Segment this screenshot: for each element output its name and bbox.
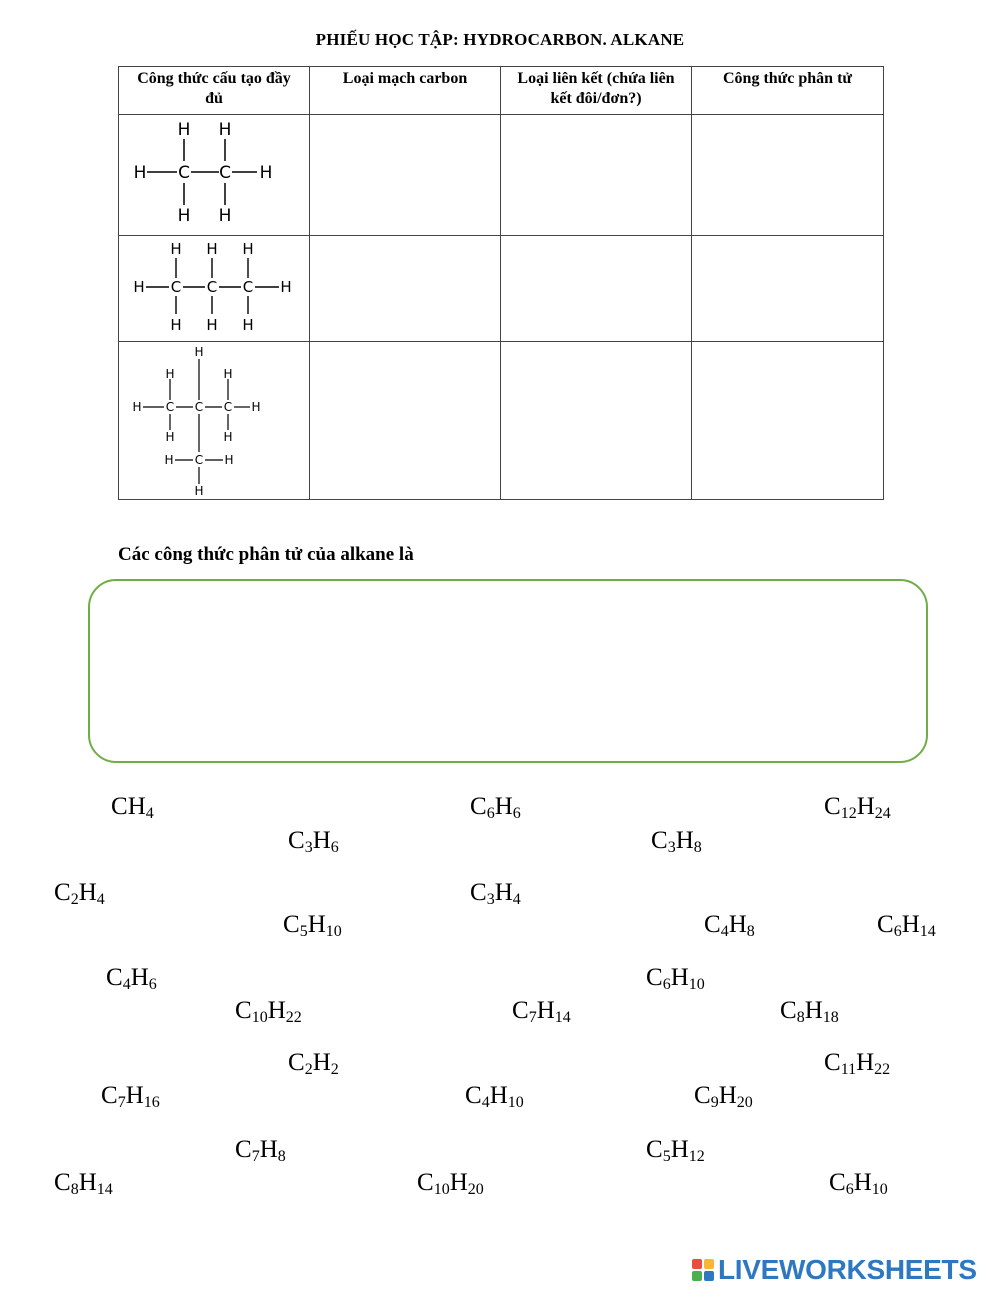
formula-carbon-symbol: C (824, 793, 841, 820)
answer-cell-bond-type[interactable] (501, 342, 692, 500)
formula-carbon-symbol: C (283, 911, 300, 938)
structure-cell-ethane (119, 115, 310, 236)
atom-h: H (242, 240, 254, 258)
formula-hydrogen-count: 8 (693, 839, 702, 856)
formula-hydrogen-symbol: H (267, 997, 286, 1024)
table-row (119, 236, 884, 342)
formula-carbon-count: 4 (720, 923, 729, 940)
atom-h: H (251, 400, 261, 414)
atom-h: H (164, 453, 174, 467)
formula-carbon-symbol: C (470, 879, 487, 906)
formula-option[interactable] (470, 793, 521, 821)
formula-hydrogen-symbol: H (670, 1136, 689, 1163)
formula-option[interactable] (288, 1049, 339, 1077)
atom-c: C (206, 278, 218, 296)
answer-cell-carbon-chain[interactable] (310, 115, 501, 236)
formula-carbon-symbol: C (694, 1082, 711, 1109)
formula-carbon-count: 3 (667, 839, 676, 856)
formula-hydrogen-count: 10 (688, 976, 705, 993)
atom-h: H (165, 367, 175, 381)
formula-carbon-symbol: C (106, 964, 123, 991)
formula-carbon-count: 8 (796, 1009, 805, 1026)
formula-carbon-count: 8 (70, 1181, 79, 1198)
formula-option[interactable] (470, 879, 521, 907)
formula-carbon-count: 4 (481, 1094, 490, 1111)
formula-option[interactable] (512, 997, 571, 1025)
formula-hydrogen-symbol: H (536, 997, 555, 1024)
logo-square-red (692, 1259, 702, 1269)
formula-hydrogen-symbol: H (494, 879, 513, 906)
formula-hydrogen-count: 14 (919, 923, 936, 940)
formula-hydrogen-symbol: H (856, 1049, 875, 1076)
formula-carbon-count: 5 (662, 1148, 671, 1165)
ethane-structure-diagram (119, 115, 309, 235)
ethane-atoms (134, 120, 273, 226)
formula-hydrogen-count: 4 (96, 891, 105, 908)
header-structural-formula: Công thức cấu tạo đầy đủ (119, 67, 310, 115)
formula-hydrogen-symbol: H (78, 1169, 97, 1196)
formula-carbon-symbol: C (824, 1049, 841, 1076)
formula-carbon-count: 3 (486, 891, 495, 908)
table-row (119, 342, 884, 500)
liveworksheets-logo (692, 1254, 977, 1286)
formula-carbon-count: 6 (662, 976, 671, 993)
formula-option[interactable] (694, 1082, 753, 1110)
formula-hydrogen-count: 22 (874, 1061, 891, 1078)
formula-carbon-count: 3 (304, 839, 313, 856)
answer-cell-molecular-formula[interactable] (692, 342, 884, 500)
formula-carbon-symbol: C (54, 1169, 71, 1196)
answer-cell-carbon-chain[interactable] (310, 236, 501, 342)
formula-hydrogen-symbol: H (130, 964, 149, 991)
formula-carbon-count: 2 (304, 1061, 313, 1078)
formula-option[interactable] (465, 1082, 524, 1110)
formula-option[interactable] (780, 997, 839, 1025)
formula-option[interactable] (101, 1082, 160, 1110)
formula-carbon-count: 10 (433, 1181, 450, 1198)
formula-option[interactable] (829, 1169, 888, 1197)
formula-hydrogen-symbol: H (804, 997, 823, 1024)
atom-h: H (223, 430, 233, 444)
formula-carbon-symbol: C (111, 793, 128, 820)
formula-option[interactable] (646, 1136, 705, 1164)
formula-carbon-count: 6 (845, 1181, 854, 1198)
table-header-row (119, 67, 884, 115)
formula-carbon-symbol: C (235, 997, 252, 1024)
atom-h: H (133, 163, 147, 183)
formula-hydrogen-count: 4 (145, 805, 154, 822)
header-bond-type: Loại liên kết (chứa liên kết đôi/đơn?) (501, 67, 692, 115)
formula-carbon-count: 5 (299, 923, 308, 940)
logo-square-yellow (704, 1259, 714, 1269)
formula-option[interactable] (106, 964, 157, 992)
answer-cell-bond-type[interactable] (501, 236, 692, 342)
formula-carbon-count: 6 (893, 923, 902, 940)
formula-hydrogen-symbol: H (78, 879, 97, 906)
formula-option[interactable] (235, 997, 302, 1025)
isobutane-atoms (132, 345, 260, 498)
formula-option[interactable] (651, 827, 702, 855)
formula-hydrogen-count: 20 (736, 1094, 753, 1111)
formula-hydrogen-count: 20 (467, 1181, 484, 1198)
isobutane-structure-diagram (119, 342, 309, 499)
formula-hydrogen-count: 6 (330, 839, 339, 856)
formula-carbon-symbol: C (465, 1082, 482, 1109)
answer-cell-molecular-formula[interactable] (692, 115, 884, 236)
formula-carbon-count: 7 (117, 1094, 126, 1111)
formula-carbon-symbol: C (417, 1169, 434, 1196)
atom-h: H (170, 240, 182, 258)
formula-carbon-symbol: C (877, 911, 894, 938)
formula-option[interactable] (111, 793, 154, 821)
formula-carbon-count: 7 (251, 1148, 260, 1165)
formula-option[interactable] (235, 1136, 286, 1164)
atom-h: H (177, 120, 191, 140)
atom-h: H (224, 453, 234, 467)
formula-hydrogen-count: 18 (822, 1009, 839, 1026)
atom-h: H (177, 206, 191, 226)
formula-option[interactable] (877, 911, 936, 939)
formula-option[interactable] (54, 879, 105, 907)
atom-h: H (206, 240, 218, 258)
formula-hydrogen-symbol: H (312, 1049, 331, 1076)
formula-hydrogen-count: 12 (688, 1148, 705, 1165)
atom-h: H (242, 316, 254, 334)
formula-carbon-symbol: C (651, 827, 668, 854)
atom-h: H (206, 316, 218, 334)
atom-h: H (223, 367, 233, 381)
atom-h: H (132, 400, 142, 414)
formula-carbon-symbol: C (512, 997, 529, 1024)
formula-carbon-count: 12 (840, 805, 857, 822)
atom-h: H (218, 120, 232, 140)
formula-hydrogen-count: 10 (507, 1094, 524, 1111)
atom-h: H (133, 278, 145, 296)
formula-carbon-count: 10 (251, 1009, 268, 1026)
header-molecular-formula: Công thức phân tử (692, 67, 884, 115)
atom-c: C (242, 278, 254, 296)
formula-carbon-count: 6 (486, 805, 495, 822)
formula-hydrogen-count: 14 (96, 1181, 113, 1198)
formula-carbon-symbol: C (780, 997, 797, 1024)
formula-hydrogen-count: 22 (285, 1009, 302, 1026)
atom-h: H (280, 278, 292, 296)
logo-square-green (692, 1271, 702, 1281)
formula-carbon-count: 11 (840, 1061, 857, 1078)
formula-carbon-count: 9 (710, 1094, 719, 1111)
atom-c: C (178, 163, 190, 183)
formula-hydrogen-count: 2 (330, 1061, 339, 1078)
atom-c: C (170, 278, 182, 296)
atom-c: C (194, 400, 204, 414)
formula-option[interactable] (288, 827, 339, 855)
structure-cell-propane (119, 236, 310, 342)
formula-hydrogen-count: 6 (512, 805, 521, 822)
logo-square-blue (704, 1271, 714, 1281)
formula-option[interactable] (824, 793, 891, 821)
formula-hydrogen-symbol: H (307, 911, 326, 938)
formula-option[interactable] (646, 964, 705, 992)
formula-carbon-symbol: C (235, 1136, 252, 1163)
formula-option[interactable] (704, 911, 755, 939)
formula-carbon-symbol: C (646, 964, 663, 991)
formula-option[interactable] (824, 1049, 890, 1077)
formula-hydrogen-symbol: H (901, 911, 920, 938)
alkane-drop-zone[interactable] (88, 579, 928, 763)
formula-hydrogen-symbol: H (312, 827, 331, 854)
formula-option[interactable] (417, 1169, 484, 1197)
ethane-bonds (147, 139, 257, 205)
formula-hydrogen-count: 24 (874, 805, 891, 822)
formula-hydrogen-count: 14 (554, 1009, 571, 1026)
formula-hydrogen-symbol: H (670, 964, 689, 991)
formula-carbon-count: 4 (122, 976, 131, 993)
formula-carbon-symbol: C (288, 827, 305, 854)
formula-hydrogen-count: 10 (871, 1181, 888, 1198)
atom-h: H (194, 345, 204, 359)
propane-structure-diagram (119, 236, 309, 341)
formula-hydrogen-symbol: H (449, 1169, 468, 1196)
atom-h: H (218, 206, 232, 226)
formula-hydrogen-symbol: H (675, 827, 694, 854)
formula-hydrogen-count: 16 (143, 1094, 160, 1111)
formula-carbon-symbol: C (470, 793, 487, 820)
formula-carbon-symbol: C (829, 1169, 846, 1196)
formula-carbon-symbol: C (646, 1136, 663, 1163)
formula-carbon-symbol: C (101, 1082, 118, 1109)
structure-cell-isobutane (119, 342, 310, 500)
formula-hydrogen-symbol: H (856, 793, 875, 820)
answer-cell-carbon-chain[interactable] (310, 342, 501, 500)
atom-c: C (219, 163, 231, 183)
formula-hydrogen-symbol: H (853, 1169, 872, 1196)
formula-carbon-count: 7 (528, 1009, 537, 1026)
atom-c: C (165, 400, 175, 414)
table-row (119, 115, 884, 236)
formula-hydrogen-count: 10 (325, 923, 342, 940)
formula-hydrogen-count: 8 (277, 1148, 286, 1165)
atom-h: H (170, 316, 182, 334)
formula-hydrogen-symbol: H (125, 1082, 144, 1109)
formula-hydrogen-symbol: H (718, 1082, 737, 1109)
formula-hydrogen-symbol: H (494, 793, 513, 820)
liveworksheets-logo-icon (692, 1259, 714, 1281)
formula-carbon-symbol: C (704, 911, 721, 938)
atom-h: H (259, 163, 273, 183)
atom-h: H (194, 484, 204, 498)
formula-carbon-symbol: C (54, 879, 71, 906)
header-carbon-chain-type: Loại mạch carbon (310, 67, 501, 115)
formula-option[interactable] (283, 911, 342, 939)
formula-hydrogen-count: 8 (746, 923, 755, 940)
formula-option[interactable] (54, 1169, 113, 1197)
liveworksheets-logo-text: LIVEWORKSHEETS (718, 1254, 977, 1285)
formula-carbon-count: 2 (70, 891, 79, 908)
atom-c: C (194, 453, 204, 467)
formula-hydrogen-symbol: H (259, 1136, 278, 1163)
formula-hydrogen-count: 4 (512, 891, 521, 908)
formula-hydrogen-symbol: H (728, 911, 747, 938)
structure-table (118, 66, 884, 500)
atom-c: C (223, 400, 233, 414)
formula-carbon-symbol: C (288, 1049, 305, 1076)
formula-hydrogen-symbol: H (127, 793, 146, 820)
formula-hydrogen-count: 6 (148, 976, 157, 993)
formula-hydrogen-symbol: H (489, 1082, 508, 1109)
atom-h: H (165, 430, 175, 444)
alkane-prompt: Các công thức phân tử của alkane là (118, 544, 414, 565)
answer-cell-bond-type[interactable] (501, 115, 692, 236)
answer-cell-molecular-formula[interactable] (692, 236, 884, 342)
worksheet-title: PHIẾU HỌC TẬP: HYDROCARBON. ALKANE (315, 30, 685, 49)
